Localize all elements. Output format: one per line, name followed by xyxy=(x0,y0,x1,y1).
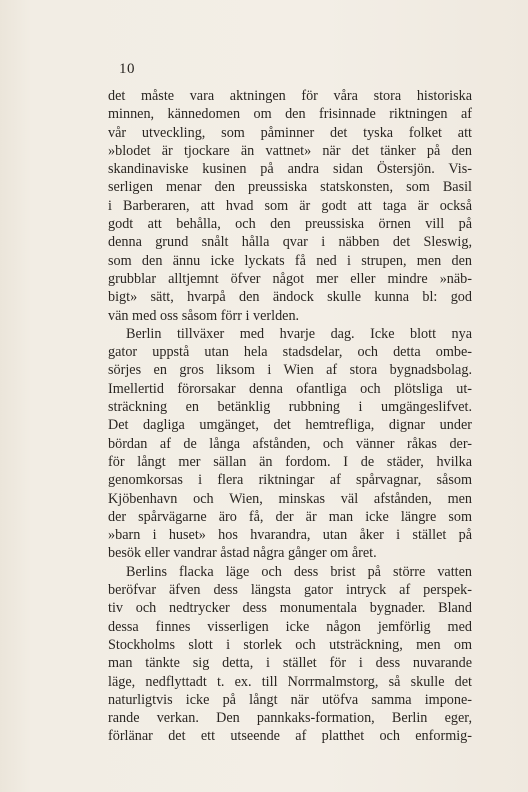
text-line: vän med oss såsom förr i verlden. xyxy=(108,307,300,324)
text-line: det måste vara aktningen för våra stora historiska xyxy=(108,88,472,104)
text-line: för långt mer sällan än fordom. I de städer, hvilka xyxy=(108,453,472,470)
text-line: grubblar alltjemnt öfver något mer eller mindre »näb- xyxy=(108,270,472,287)
text-line: dessa finnes visserligen icke någon jemförlig med xyxy=(108,618,472,635)
page-number: 10 xyxy=(119,61,135,77)
text-line: beröfvar äfven dess längsta gator intryck af perspek- xyxy=(108,582,472,599)
body-text xyxy=(108,87,472,746)
text-line: sörjes en gros liksom i Wien af stora bygnadsbolag. xyxy=(108,362,472,379)
text-line: som den ännu icke lyckats få ned i strupen, men den xyxy=(108,252,472,269)
text-line: tiv och nedtrycker dess monumentala bygnader. Bland xyxy=(108,600,472,617)
text-line: bördan af de långa afstånden, och vänner råkas der- xyxy=(108,435,472,452)
text-line: Det dagliga umgänget, det hemtrefliga, dignar under xyxy=(108,417,472,434)
text-line: rande verkan. Den pannkaks-formation, Berlin eger, xyxy=(108,710,472,727)
text-line: minnen, kännedomen om den frisinnade riktningen af xyxy=(108,106,472,123)
text-line: besök eller vandrar åstad några gånger om året. xyxy=(108,545,377,562)
text-line: läge, nedflyttadt t. ex. till Norrmalmstorg, så skulle det xyxy=(108,673,472,690)
text-line: Stockholms slott i storlek och utsträckning, men om xyxy=(108,636,472,653)
text-line: naturligtvis icke på långt när utöfva samma impone- xyxy=(108,691,472,708)
text-line: förlänar det ett utseende af platthet och enformig- xyxy=(108,728,472,745)
text-line: denna grund snålt hålla qvar i näbben det Sleswig, xyxy=(108,234,472,251)
text-line: Imellertid förorsakar denna ofantliga och plötsliga ut- xyxy=(108,380,472,397)
text-line: der spårvägarne äro få, der är man icke längre som xyxy=(108,508,472,525)
text-line: serligen menar den preussiska statskonsten, som Basil xyxy=(108,179,472,196)
text-line: bigt» sätt, hvarpå den ändock skulle kunna bl: god xyxy=(108,289,472,306)
text-line: »barn i huset» hos hvarandra, utan åker i stället på xyxy=(108,527,472,544)
text-line: Berlins flacka läge och dess brist på större vatten xyxy=(126,563,472,580)
text-line: vår utveckling, som påminner det tyska folket att xyxy=(108,124,472,141)
text-line: gator uppstå utan hela stadsdelar, och detta ombe- xyxy=(108,344,472,361)
text-line: Berlin tillväxer med hvarje dag. Icke blott nya xyxy=(126,325,472,342)
text-line: i Barberaren, att hvad som är godt att taga är också xyxy=(108,197,472,214)
text-line: godt att behålla, och den preussiska örnen vill på xyxy=(108,216,472,233)
text-line: »blodet är tjockare än vattnet» när det tänker på den xyxy=(108,142,472,159)
text-line: skandinaviske kusinen på andra sidan Östersjön. Vis- xyxy=(108,161,472,178)
text-line: Kjöbenhavn och Wien, minskas väl afstånden, men xyxy=(108,490,472,507)
text-line: man tänkte sig detta, i stället för i dess nuvarande xyxy=(108,655,472,672)
text-line: sträckning en betänklig rubbning i umgängeslifvet. xyxy=(108,399,472,416)
text-line: genomkorsas i flera riktningar af spårvagnar, såsom xyxy=(108,472,472,489)
